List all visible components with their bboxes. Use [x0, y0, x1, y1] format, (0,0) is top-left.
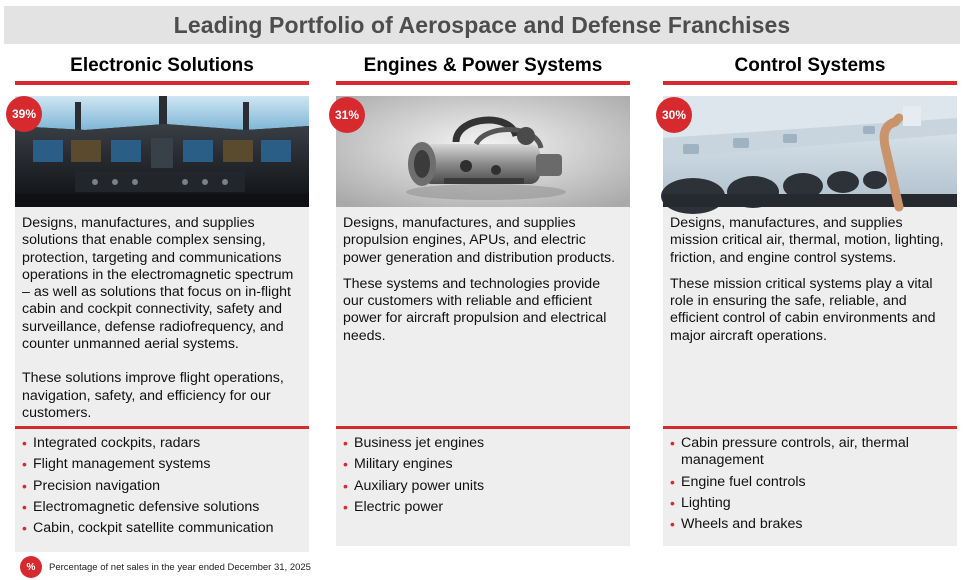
- description-paragraph: Designs, manufactures, and supplies solutions that enable complex sensing, protection, targeting and communications operations in the electromagnetic spectrum – as well as solutions that focus on in-flight cabin and cockpit connectivity, safety and surveillance, defense radiofrequency, and counter unmanned aerial systems.: [22, 215, 294, 353]
- list-item: • Wheels and brakes: [670, 516, 803, 533]
- page-title: Leading Portfolio of Aerospace and Defense Franchises: [173, 11, 791, 38]
- engine-image: [336, 96, 630, 207]
- bullet-icon: •: [22, 477, 27, 494]
- list-item: • Cabin pressure controls, air, thermal management: [670, 435, 909, 469]
- description-panel: [15, 207, 309, 426]
- list-item: • Precision navigation: [22, 477, 160, 494]
- description-paragraph: These mission critical systems play a vital role in ensuring the safe, reliable, and efficient control of cabin environments and major aircraft operations.: [670, 275, 936, 344]
- bullet-icon: •: [22, 520, 27, 537]
- list-item: • Engine fuel controls: [670, 473, 806, 490]
- bullet-icon: •: [343, 435, 348, 451]
- description-paragraph: These solutions improve flight operations, navigation, safety, and efficiency for our customers.: [22, 370, 284, 421]
- column-control-systems: [663, 52, 957, 546]
- column-engines-power-systems: [336, 52, 630, 546]
- title-divider: [336, 81, 630, 85]
- list-item: • Auxiliary power units: [343, 477, 485, 494]
- bullet-icon: •: [22, 435, 27, 451]
- bullet-icon: •: [670, 494, 675, 511]
- percent-badge: 30%: [656, 97, 692, 133]
- column-title: Control Systems: [734, 55, 886, 76]
- title-divider: [15, 81, 309, 85]
- column-electronic-solutions: [11, 52, 309, 552]
- list-item: • Electromagnetic defensive solutions: [22, 498, 260, 515]
- bullet-panel: [15, 429, 309, 552]
- list-item: • Lighting: [670, 494, 731, 511]
- cabin-image: [663, 96, 957, 207]
- bullet-icon: •: [670, 473, 675, 490]
- engine-photo: [336, 96, 630, 207]
- list-item: • Cabin, cockpit satellite communication: [22, 520, 274, 537]
- description-panel: [336, 207, 630, 426]
- description-paragraph: These systems and technologies provide our customers with reliable and efficient power for aircraft propulsion and electrical needs.: [343, 275, 607, 344]
- description-paragraph: Designs, manufactures, and supplies propulsion engines, APUs, and electric power generation and distribution products.: [343, 215, 616, 266]
- list-item: • Electric power: [343, 498, 444, 515]
- bullet-icon: •: [670, 516, 675, 533]
- description-panel: [663, 207, 957, 426]
- bullet-icon: •: [343, 456, 348, 473]
- column-title: Electronic Solutions: [70, 55, 254, 76]
- footnote-text: Percentage of net sales in the year ended December 31, 2025: [49, 561, 311, 573]
- list-item: • Flight management systems: [22, 456, 211, 473]
- footnote: [20, 556, 311, 578]
- cockpit-image: [15, 96, 309, 207]
- list-item: • Business jet engines: [343, 435, 485, 451]
- aircraft-cabin-photo: [663, 96, 957, 207]
- percent-badge: 31%: [329, 97, 365, 133]
- bullet-icon: •: [343, 498, 348, 515]
- list-item: • Military engines: [343, 456, 453, 473]
- description-paragraph: Designs, manufactures, and supplies mission critical air, thermal, motion, lighting, friction, and engine control systems.: [670, 215, 944, 266]
- title-divider: [663, 81, 957, 85]
- bullet-panel: [663, 429, 957, 546]
- header-bar: [4, 6, 960, 44]
- cockpit-photo: [11, 96, 309, 207]
- bullet-icon: •: [22, 498, 27, 515]
- bullet-icon: •: [22, 456, 27, 473]
- percent-badge: 39%: [6, 96, 42, 132]
- bullet-icon: •: [343, 477, 348, 494]
- column-title: Engines & Power Systems: [363, 55, 603, 76]
- bullet-panel: [336, 429, 630, 546]
- bullet-icon: •: [670, 435, 675, 451]
- percent-legend-badge: %: [20, 556, 42, 578]
- list-item: • Integrated cockpits, radars: [22, 435, 201, 451]
